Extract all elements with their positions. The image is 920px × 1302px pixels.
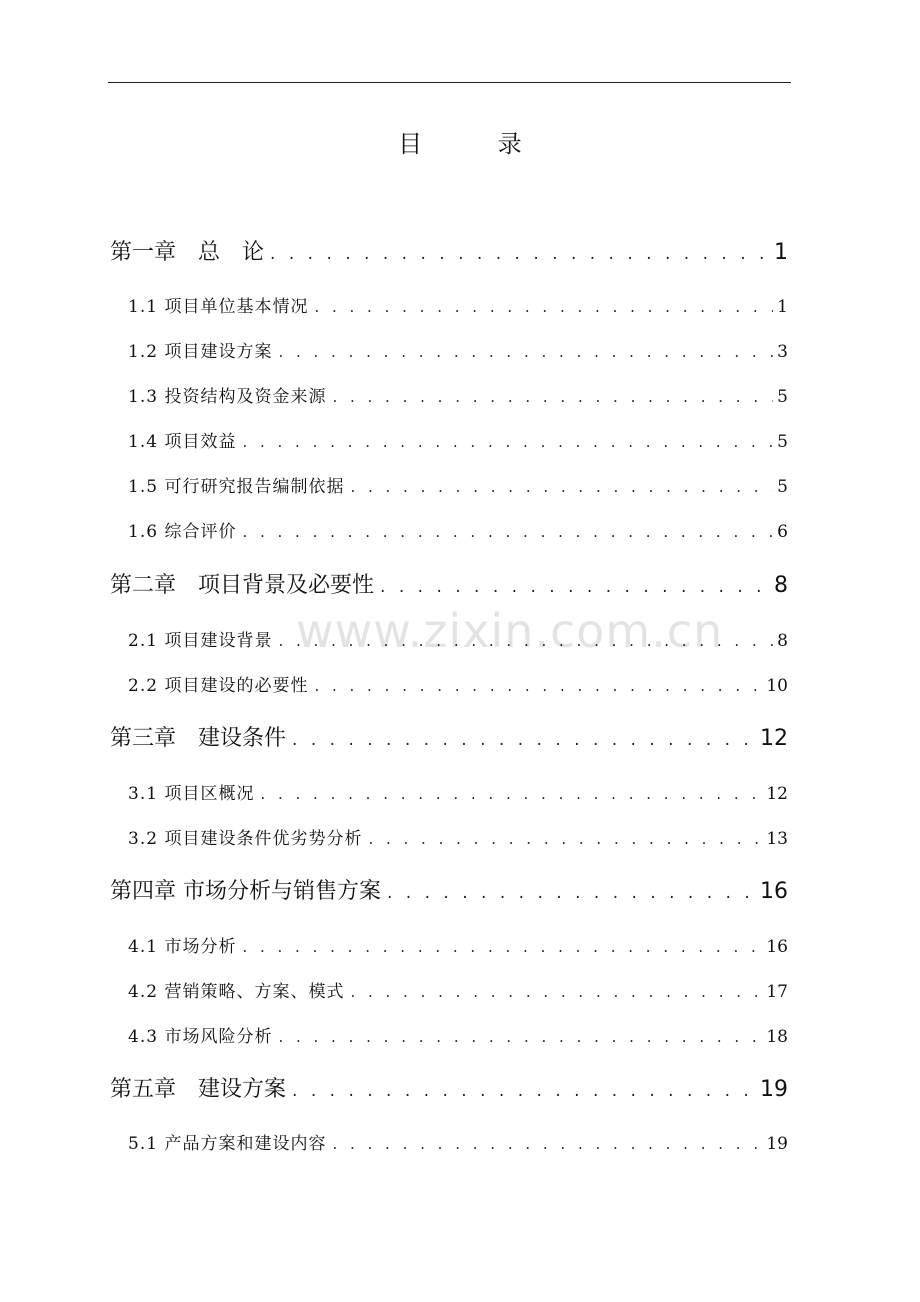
dot-leader xyxy=(387,883,756,903)
toc-label: 1.4 项目效益 xyxy=(128,432,237,452)
toc-page-number: 8 xyxy=(777,631,788,651)
dot-leader xyxy=(242,523,773,541)
dot-leader xyxy=(350,478,773,496)
header-rule xyxy=(108,82,791,83)
dot-leader xyxy=(292,1081,756,1101)
toc-page-number: 16 xyxy=(760,879,788,904)
toc-section-4-1[interactable] xyxy=(128,932,788,956)
toc-page-number: 12 xyxy=(766,784,788,804)
toc-section-5-1[interactable] xyxy=(128,1129,788,1153)
dot-leader xyxy=(380,577,770,597)
dot-leader xyxy=(314,298,773,316)
dot-leader xyxy=(242,938,762,956)
dot-leader xyxy=(278,632,773,650)
toc-page-number: 5 xyxy=(777,477,788,497)
toc-label: 第五章 建设方案 xyxy=(110,1077,287,1102)
dot-leader xyxy=(332,388,773,406)
dot-leader xyxy=(332,1135,762,1153)
toc-section-3-2[interactable] xyxy=(128,824,788,848)
toc-section-1-1[interactable] xyxy=(128,292,788,316)
toc-section-2-1[interactable] xyxy=(128,626,788,650)
toc-page-number: 19 xyxy=(760,1077,788,1102)
toc-label: 4.2 营销策略、方案、模式 xyxy=(128,982,345,1002)
dot-leader xyxy=(368,830,762,848)
dot-leader xyxy=(314,677,762,695)
toc-chapter-1[interactable] xyxy=(110,235,788,265)
toc-label: 1.2 项目建设方案 xyxy=(128,342,273,362)
page-title: 目 录 xyxy=(398,130,556,158)
dot-leader xyxy=(278,343,773,361)
toc-label: 1.1 项目单位基本情况 xyxy=(128,297,309,317)
dot-leader xyxy=(278,1028,762,1046)
toc-label: 1.3 投资结构及资金来源 xyxy=(128,387,327,407)
toc-label: 3.2 项目建设条件优劣势分析 xyxy=(128,829,363,849)
toc-label: 第三章 建设条件 xyxy=(110,726,287,751)
toc-section-2-2[interactable] xyxy=(128,671,788,695)
toc-page-number: 19 xyxy=(766,1134,788,1154)
toc-label: 2.2 项目建设的必要性 xyxy=(128,676,309,696)
toc-page-number: 12 xyxy=(760,726,788,751)
toc-section-1-4[interactable] xyxy=(128,427,788,451)
toc-label: 4.1 市场分析 xyxy=(128,937,237,957)
toc-section-1-5[interactable] xyxy=(128,472,788,496)
dot-leader xyxy=(292,730,756,750)
toc-chapter-3[interactable] xyxy=(110,721,788,751)
toc-label: 1.5 可行研究报告编制依据 xyxy=(128,477,345,497)
toc-label: 第一章 总 论 xyxy=(110,240,265,265)
toc-label: 第四章 市场分析与销售方案 xyxy=(110,879,381,904)
toc-page-number: 13 xyxy=(766,829,788,849)
toc-page-number: 18 xyxy=(766,1027,788,1047)
toc-chapter-2[interactable] xyxy=(110,568,788,598)
toc-section-3-1[interactable] xyxy=(128,779,788,803)
toc-section-4-3[interactable] xyxy=(128,1022,788,1046)
watermark-text: www.zixin.com.cn xyxy=(296,604,724,658)
dot-leader xyxy=(260,785,762,803)
toc-page-number: 5 xyxy=(777,432,788,452)
toc-section-4-2[interactable] xyxy=(128,977,788,1001)
toc-page-number: 16 xyxy=(766,937,788,957)
toc-section-1-3[interactable] xyxy=(128,382,788,406)
toc-page-number: 17 xyxy=(766,982,788,1002)
toc-label: 5.1 产品方案和建设内容 xyxy=(128,1134,327,1154)
toc-page-number: 6 xyxy=(777,522,788,542)
toc-label: 第二章 项目背景及必要性 xyxy=(110,573,375,598)
toc-page-number: 5 xyxy=(777,387,788,407)
toc-section-1-6[interactable] xyxy=(128,517,788,541)
toc-page-number: 1 xyxy=(777,297,788,317)
toc-label: 2.1 项目建设背景 xyxy=(128,631,273,651)
toc-page-number: 3 xyxy=(777,342,788,362)
toc-chapter-5[interactable] xyxy=(110,1072,788,1102)
toc-label: 1.6 综合评价 xyxy=(128,522,237,542)
toc-chapter-4[interactable] xyxy=(110,874,788,904)
toc-label: 3.1 项目区概况 xyxy=(128,784,255,804)
dot-leader xyxy=(350,983,762,1001)
toc-page-number: 10 xyxy=(766,676,788,696)
toc-section-1-2[interactable] xyxy=(128,337,788,361)
dot-leader xyxy=(242,433,773,451)
toc-label: 4.3 市场风险分析 xyxy=(128,1027,273,1047)
toc-page-number: 8 xyxy=(774,573,788,598)
dot-leader xyxy=(270,244,770,264)
toc-page-number: 1 xyxy=(774,240,788,265)
